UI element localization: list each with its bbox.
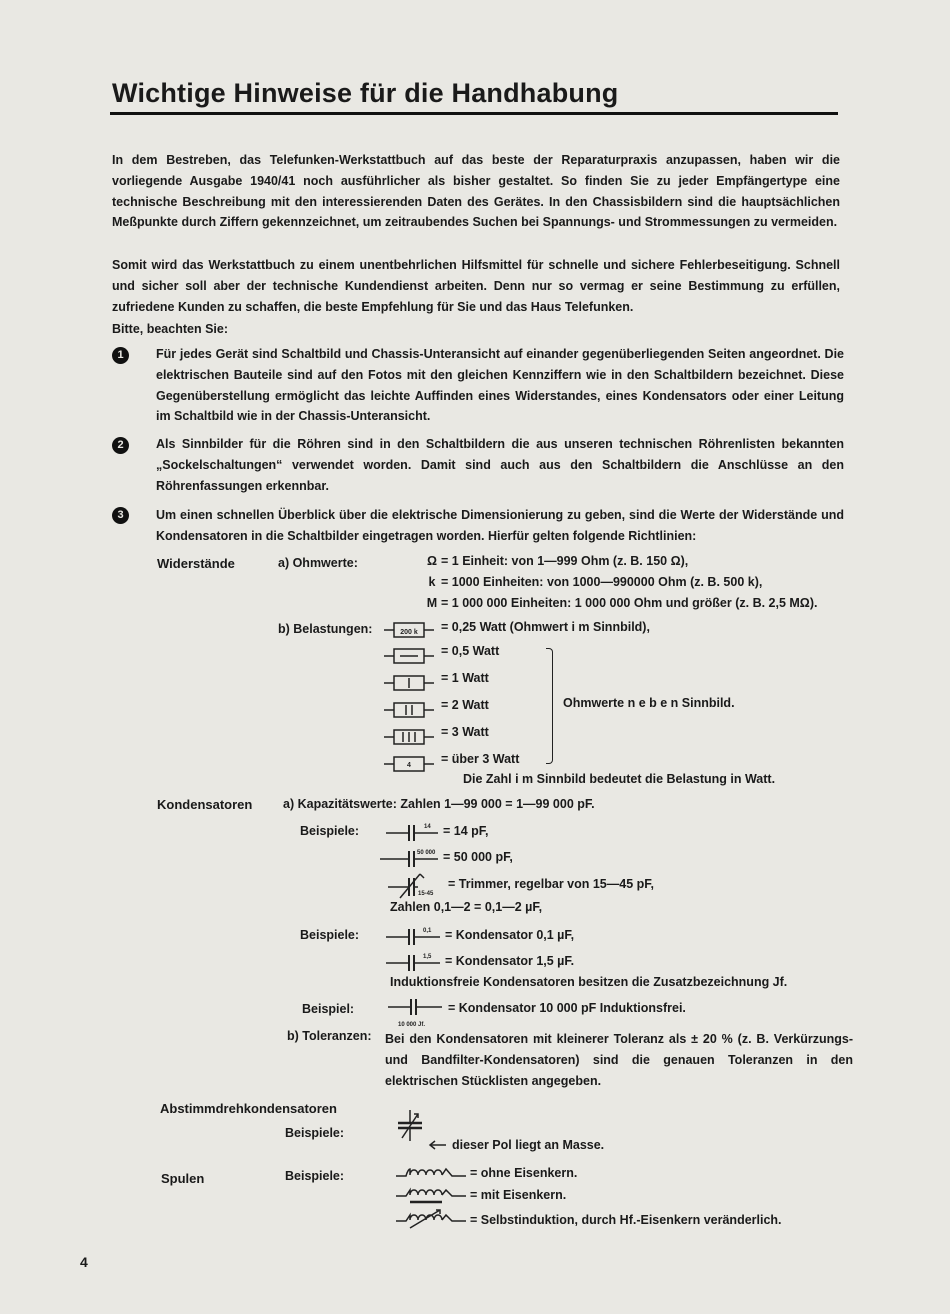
resistor-box-label: 200 k: [400, 629, 418, 636]
point-3-text: Um einen schnellen Überblick über die elektrische Dimensionierung zu geben, sind die Werte der Widerstände und Kondensatoren in die Schaltbilder eingetragen worden. Hierfür gelten folgende Richtlinien:: [156, 508, 844, 543]
cap-line-trimmer: = Trimmer, regelbar von 15—45 pF,: [448, 877, 654, 891]
ohm-line: = 1 Einheit: von 1—999 Ohm (z. B. 150 Ω),: [441, 554, 689, 568]
kilo-symbol: k: [428, 575, 436, 589]
spulen-heading: Spulen: [161, 1171, 205, 1186]
resistor-0-5w-icon: [384, 646, 434, 666]
load-line-0: = 0,25 Watt (Ohmwert i m Sinnbild),: [441, 620, 650, 634]
tuning-capacitor-icon: [394, 1110, 428, 1142]
beispiele-label-2: Beispiele:: [300, 928, 360, 942]
resistor-2w-icon: [384, 700, 434, 720]
spulen-beispiele: Beispiele:: [285, 1169, 345, 1183]
capacitor-50000-icon: [380, 846, 444, 868]
load-line-4: = 3 Watt: [441, 725, 489, 739]
cap-label-01: 0,1: [423, 928, 432, 934]
beispiele-label-1: Beispiele:: [300, 824, 360, 838]
kapazitaetswerte-line: a) Kapazitätswerte: Zahlen 1—99 000 = 1—99 000 pF.: [283, 797, 595, 811]
point-2-number-icon: 2: [112, 437, 129, 454]
toleranzen-label: b) Toleranzen:: [287, 1029, 372, 1043]
capacitor-15-icon: [386, 950, 440, 972]
cap-line-50000: = 50 000 pF,: [443, 850, 513, 864]
capacitor-01-icon: [386, 924, 440, 946]
mega-symbol: M: [426, 596, 438, 610]
load-line-2: = 1 Watt: [441, 671, 489, 685]
capacitor-induction-free-icon: [388, 996, 442, 1028]
cap-line-14: = 14 pF,: [443, 824, 489, 838]
coil-line-2: = Selbstinduktion, durch Hf.-Eisenkern veränderlich.: [470, 1213, 782, 1227]
belastungen-label: b) Belastungen:: [278, 622, 373, 636]
intro-paragraph-2: Somit wird das Werkstattbuch zu einem unentbehrlichen Hilfsmittel für schnelle und sichere Fehlerbeseitigung. Schnell und sicher soll aber der technische Kundendienst arbeiten. Denn nur so vermag er seine Bestimmung zu erfüllen, zufriedene Kunden zu schaffen, die beste Empfehlung für Sie und das Haus Telefunken.: [112, 258, 840, 314]
arrow-left-icon: [428, 1139, 448, 1151]
coil-with-iron-core-icon: [396, 1185, 466, 1205]
cap-label-50000: 50 000: [417, 850, 436, 856]
brace: [546, 648, 553, 764]
brace-note: Ohmwerte n e b e n Sinnbild.: [563, 696, 735, 710]
coil-without-core-icon: [396, 1163, 466, 1181]
point-1-text: Für jedes Gerät sind Schaltbild und Chassis-Unteransicht auf einander gegenüberliegenden Seiten angeordnet. Die elektrischen Bauteile sind auf den Fotos mit den gleichen Kennziffern wie in den Schaltbildern bezeichnet. Diese Gegenüberstellung ermöglicht das leichte Auffinden eines Widerstandes, eines Kondensators oder einer Leitung im Schaltbild wie in der Chassis-Unteransicht.: [156, 347, 844, 424]
cap-line-15: = Kondensator 1,5 µF.: [445, 954, 575, 968]
intro-paragraph-1: In dem Bestreben, das Telefunken-Werkstattbuch auf das beste der Reparaturpraxis anzupassen, haben wir die vorliegende Ausgabe 1940/41 noch ausführlicher als bisher gestaltet. So finden Sie zu jeder Empfängertype eine technische Beschreibung mit den interessierenden Daten des Gerätes. In den Chassisbildern sind die hauptsächlichen Meßpunkte durch Ziffern gekennzeichnet, um zeitraubendes Suchen bei Spannungs- und Strommessungen zu vermeiden.: [112, 153, 840, 230]
abstimm-beispiele: Beispiele:: [285, 1126, 345, 1140]
point-1-number-icon: 1: [112, 347, 129, 364]
coil-line-0: = ohne Eisenkern.: [470, 1166, 578, 1180]
ohmwerte-label: a) Ohmwerte:: [278, 556, 358, 570]
trimmer-capacitor-icon: [388, 870, 448, 902]
beispiel-label-3: Beispiel:: [302, 1002, 355, 1016]
cap-label-15: 1,5: [423, 954, 432, 960]
kilo-line: = 1000 Einheiten: von 1000—990000 Ohm (z. B. 500 k),: [441, 575, 763, 589]
capacitor-icon: [386, 820, 438, 842]
page-title: Wichtige Hinweise für die Handhabung: [112, 78, 619, 108]
cap-label-jf: 10 000 Jf.: [398, 1022, 426, 1028]
abstimm-heading: Abstimmdrehkondensatoren: [160, 1101, 337, 1116]
cap-line-01: = Kondensator 0,1 µF,: [445, 928, 575, 942]
resistor-box-label-4w: 4: [407, 762, 411, 769]
resistor-over-3w-icon: [384, 754, 434, 774]
load-line-5: = über 3 Watt: [441, 752, 520, 766]
cap-line-jf: = Kondensator 10 000 pF Induktionsfrei.: [448, 1001, 686, 1015]
zahlen-line: Zahlen 0,1—2 = 0,1—2 µF,: [390, 900, 543, 914]
induktion-line: Induktionsfreie Kondensatoren besitzen die Zusatzbezeichnung Jf.: [390, 975, 788, 989]
mega-line: = 1 000 000 Einheiten: 1 000 000 Ohm und größer (z. B. 2,5 MΩ).: [441, 596, 818, 610]
resistor-0-25w-icon: [384, 620, 434, 640]
point-2-text: Als Sinnbilder für die Röhren sind in den Schaltbildern die aus unseren technischen Röhrenlisten bekannten „Sockelschaltungen“ verwendet worden. Damit sind auch aus den Schaltbildern die Anschlüsse an den Röhrenfassungen erkennbar.: [156, 437, 844, 493]
zahl-note: Die Zahl i m Sinnbild bedeutet die Belastung in Watt.: [463, 772, 776, 786]
widerstaende-heading: Widerstände: [157, 556, 235, 571]
load-line-1: = 0,5 Watt: [441, 644, 500, 658]
intro-paragraph-3: Bitte, beachten Sie:: [112, 322, 228, 336]
load-line-3: = 2 Watt: [441, 698, 489, 712]
abstimm-note: dieser Pol liegt an Masse.: [452, 1138, 605, 1152]
ohm-symbol: Ω: [426, 554, 438, 568]
page-number: 4: [80, 1254, 88, 1270]
cap-label-14: 14: [424, 824, 431, 830]
cap-label-trimmer: 15-45: [418, 891, 434, 897]
coil-variable-core-icon: [396, 1206, 466, 1230]
point-3-number-icon: 3: [112, 507, 129, 524]
resistor-1w-icon: [384, 673, 434, 693]
resistor-3w-icon: [384, 727, 434, 747]
coil-line-1: = mit Eisenkern.: [470, 1188, 567, 1202]
title-underline: [110, 112, 838, 115]
toleranzen-text: Bei den Kondensatoren mit kleinerer Toleranz als ± 20 % (z. B. Verkürzungs- und Bandfilter-Kondensatoren) sind die genauen Toleranzen in den elektrischen Stücklisten angegeben.: [385, 1032, 853, 1088]
kondensatoren-heading: Kondensatoren: [157, 797, 253, 812]
